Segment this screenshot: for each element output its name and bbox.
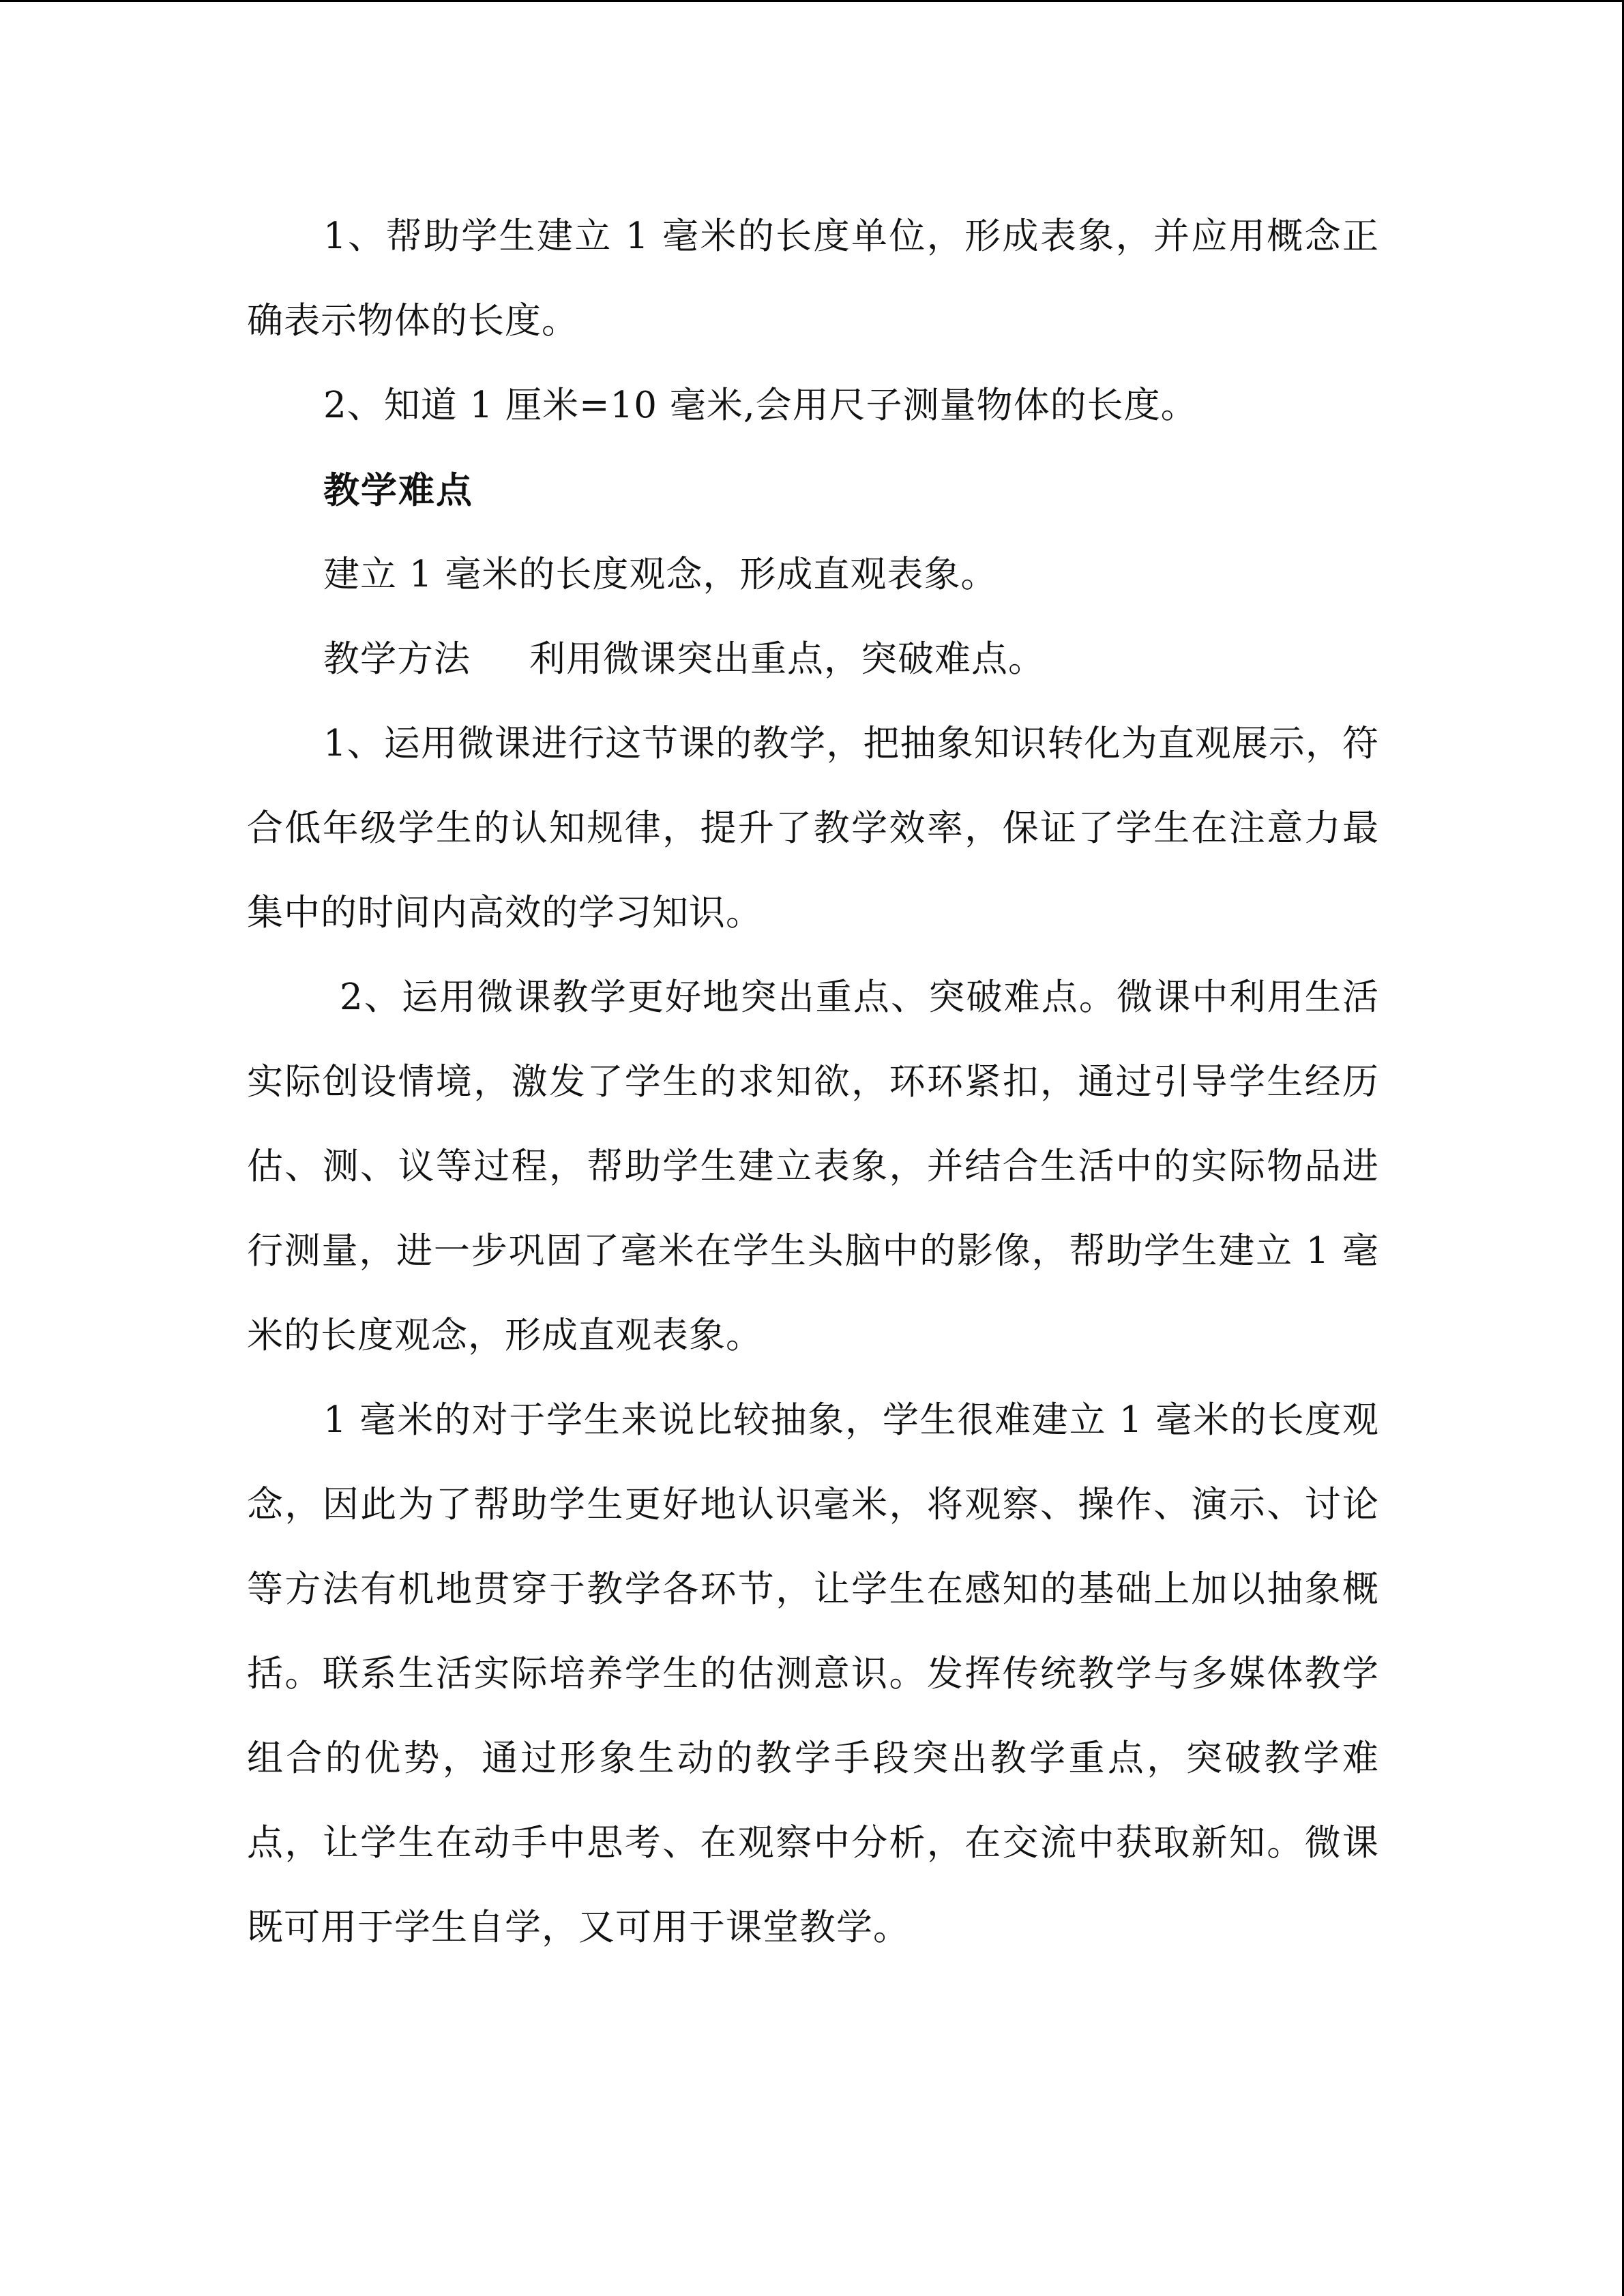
difficulty-paragraph: 建立 1 毫米的长度观念，形成直观表象。 [323, 554, 998, 595]
page-top-border [0, 0, 1624, 2]
teaching-method-text: 利用微课突出重点，突破难点。 [529, 638, 1045, 680]
teaching-method-line [247, 617, 1379, 702]
teaching-method-label: 教学方法 [323, 638, 471, 680]
section-heading-difficulty: 教学难点 [323, 469, 473, 511]
summary-paragraph: 1 毫米的对于学生来说比较抽象，学生很难建立 1 毫米的长度观念，因此为了帮助学生更好地认识毫米，将观察、操作、演示、讨论等方法有机地贯穿于教学各环节，让学生在感知的基础上加以抽象概括。联系生活实际培养学生的估测意识。发挥传统教学与多媒体教学组合的优势，通过形象生动的教学手段突出教学重点，突破教学难点，让学生在动手中思考、在观察中分析，在交流中获取新知。微课既可用于学生自学，又可用于课堂教学。 [247, 1399, 1379, 1948]
goal-paragraph-1: 1、帮助学生建立 1 毫米的长度单位，形成表象，并应用概念正确表示物体的长度。 [247, 215, 1379, 342]
method-paragraph-1: 1、运用微课进行这节课的教学，把抽象知识转化为直观展示，符合低年级学生的认知规律，提升了教学效率，保证了学生在注意力最集中的时间内高效的学习知识。 [247, 723, 1379, 934]
method-paragraph-2: 2、运用微课教学更好地突出重点、突破难点。微课中利用生活实际创设情境，激发了学生的求知欲，环环紧扣，通过引导学生经历估、测、议等过程，帮助学生建立表象，并结合生活中的实际物品进行测量，进一步巩固了毫米在学生头脑中的影像，帮助学生建立 1 毫米的长度观念，形成直观表象。 [247, 976, 1379, 1356]
document-page [247, 194, 1379, 1970]
goal-paragraph-2: 2、知道 1 厘米=10 毫米,会用尺子测量物体的长度。 [323, 385, 1198, 426]
